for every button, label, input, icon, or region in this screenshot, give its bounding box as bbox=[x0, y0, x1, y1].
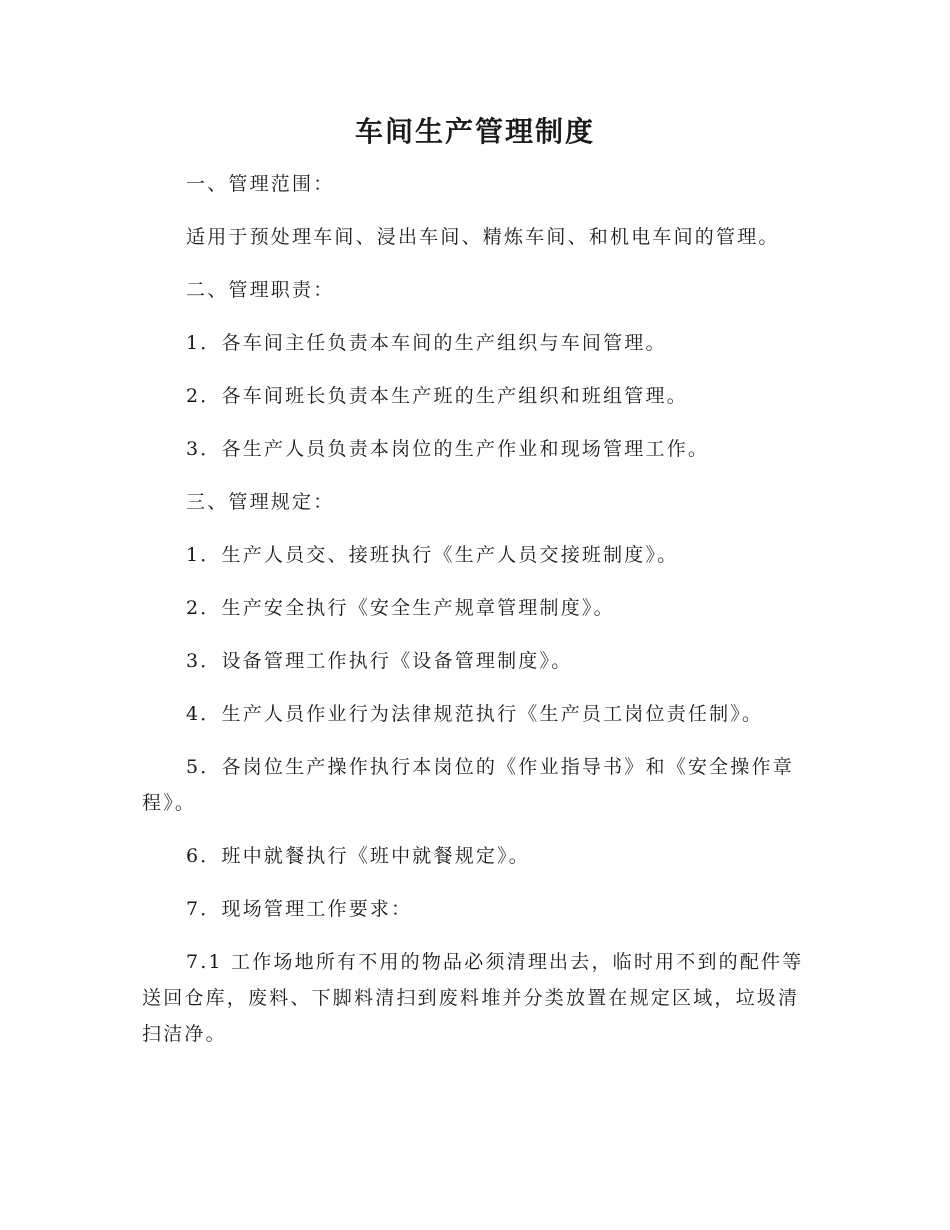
paragraph-scope: 适用于预处理车间、浸出车间、精炼车间、和机电车间的管理。 bbox=[186, 226, 780, 248]
paragraph-rule-5: 5．各岗位生产操作执行本岗位的《作业指导书》和《安全操作章程》。 bbox=[142, 756, 794, 814]
paragraph-rule-2: 2．生产安全执行《安全生产规章管理制度》。 bbox=[186, 597, 615, 619]
document-body bbox=[142, 166, 812, 1069]
paragraph-duty-3: 3．各生产人员负责本岗位的生产作业和现场管理工作。 bbox=[186, 438, 710, 460]
section-heading-scope: 一、管理范围： bbox=[186, 173, 335, 195]
paragraph-rule-6: 6．班中就餐执行《班中就餐规定》。 bbox=[186, 845, 530, 867]
paragraph-rule-7: 7．现场管理工作要求： bbox=[186, 898, 413, 920]
paragraph-rule-7-1: 7.1 工作场地所有不用的物品必须清理出去，临时用不到的配件等送回仓库，废料、下脚料清扫到废料堆并分类放置在规定区域，垃圾清扫洁净。 bbox=[142, 951, 804, 1045]
paragraph-duty-1: 1．各车间主任负责本车间的生产组织与车间管理。 bbox=[186, 332, 667, 354]
paragraph-duty-2: 2．各车间班长负责本生产班的生产组织和班组管理。 bbox=[186, 385, 688, 407]
section-heading-duties: 二、管理职责： bbox=[186, 279, 335, 301]
paragraph-rule-1: 1．生产人员交、接班执行《生产人员交接班制度》。 bbox=[186, 544, 679, 566]
section-heading-rules: 三、管理规定： bbox=[186, 491, 335, 513]
document-title: 车间生产管理制度 bbox=[354, 115, 595, 148]
paragraph-rule-4: 4．生产人员作业行为法律规范执行《生产员工岗位责任制》。 bbox=[186, 703, 764, 725]
paragraph-rule-3: 3．设备管理工作执行《设备管理制度》。 bbox=[186, 650, 573, 672]
